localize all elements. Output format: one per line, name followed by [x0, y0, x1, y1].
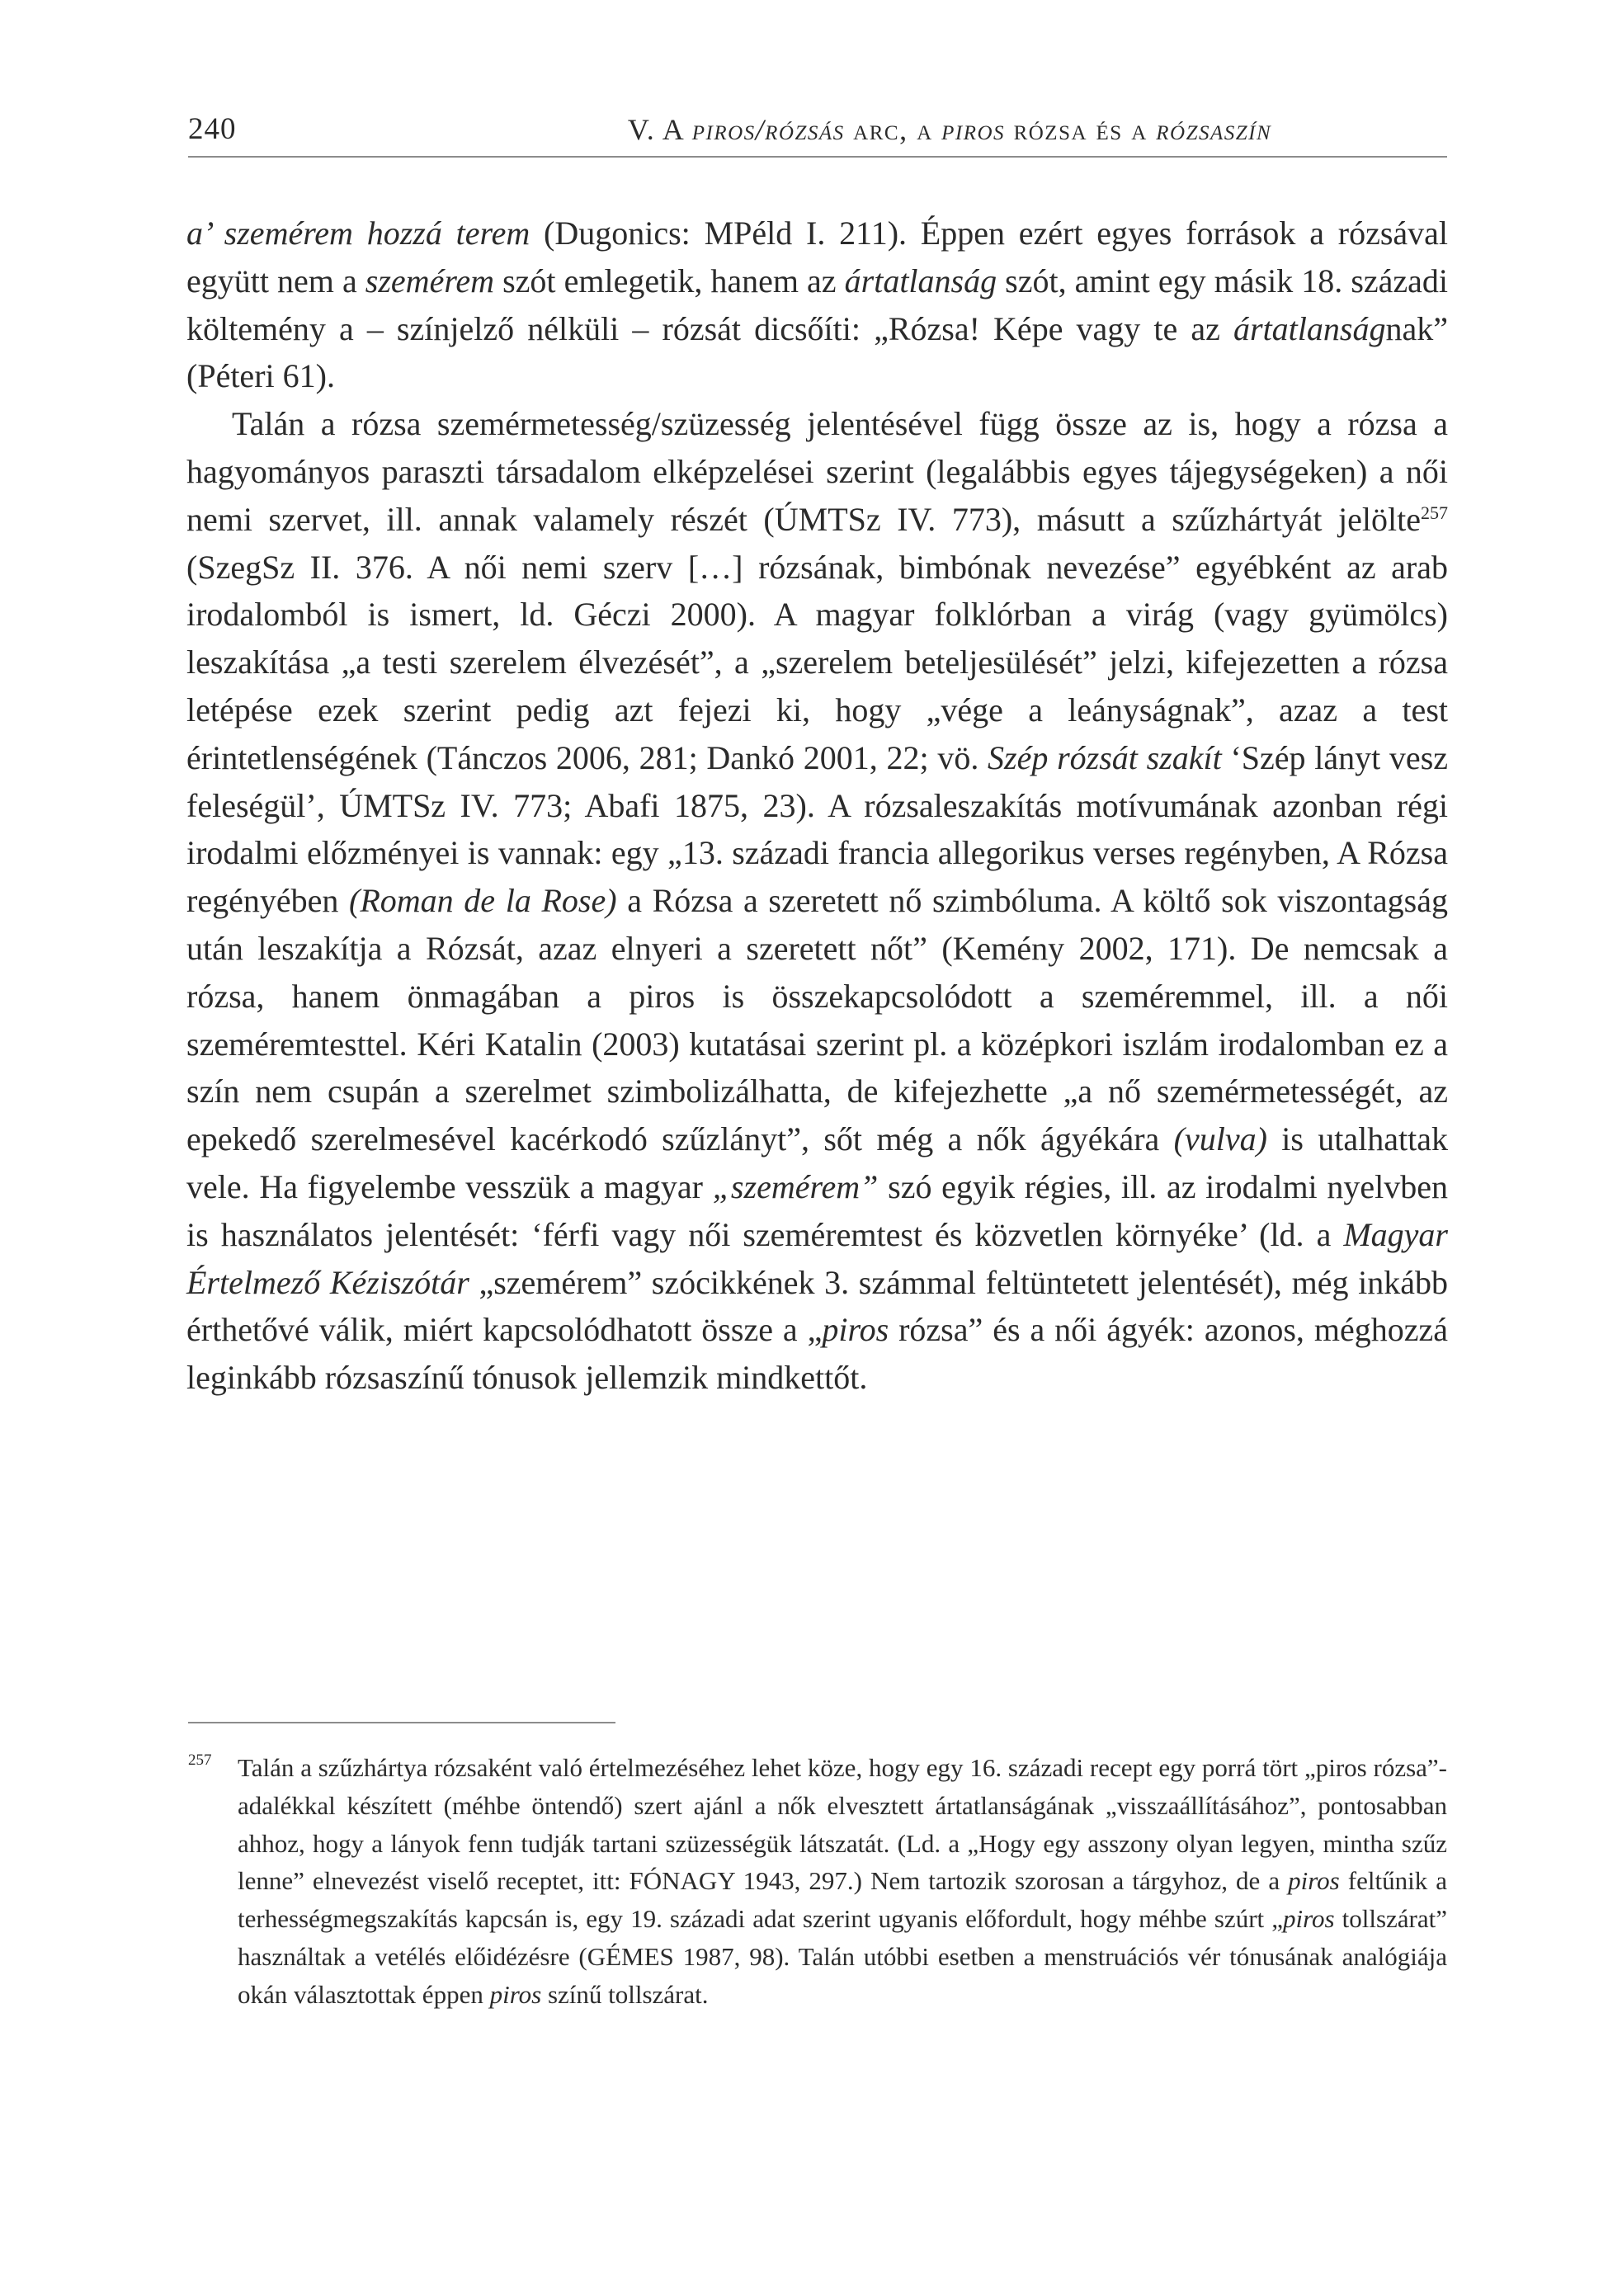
italic-phrase: ártatlanság [844, 262, 997, 299]
text-run: nak” (Péteri 61). [186, 309, 1448, 395]
italic-phrase: piros [1288, 1866, 1340, 1896]
text-run: szó egyik régies, ill. az irodalmi nyelvben is használatos jelentését: ‘férfi vagy női szeméremtest és közvetlen környéke’ (ld. a [186, 1167, 1448, 1253]
running-title-rozsa: rózsa és a [1005, 113, 1157, 146]
running-title-prefix: V. A [627, 113, 692, 146]
text-run: rózsa” és a női ágyék: azonos, méghozzá leginkább rózsaszínű tónusok jellemzik mindkettőt. [186, 1311, 1448, 1397]
text-run: szót, amint egy másik 18. századi költemény a – színjelző nélküli – rózsát dicsőíti: „Rózsa! Képe vagy te az [186, 262, 1449, 347]
text-run: Talán a rózsa szemérmetesség/szüzesség jelentésével függ össze az is, hogy a rózsa a hagyományos paraszti társadalom elképzelései szerint (legalábbis egyes tájegységeken) a női nemi szervet, ill. annak valamely részét (ÚMTSz IV. 773), másutt a szűzhártyát jelölte [186, 405, 1448, 538]
text-run: Talán a szűzhártya rózsaként való értelmezéséhez lehet köze, hogy egy 16. századi recept egy porrá tört „piros rózsa”-adalékkal készített (méhbe öntendő) szert ajánl a nők elvesztett ártatlanságának „visszaállításához”, pontosabban ahhoz, hogy a lányok fenn tudják tartani szüzességük látszatát. (Ld. a „Hogy egy asszony olyan legyen, mintha szűz lenne” elnevezést viselő receptet, itt: FÓNAGY 1943, 297.) Nem tartozik szorosan a tárgyhoz, de a [238, 1753, 1447, 1896]
footnote-257 [188, 1749, 1447, 2014]
text-run: (SzegSz II. 376. A női nemi szerv […] rózsának, bimbónak nevezése” egyébként az arab irodalomból is ismert, ld. Géczi 2000). A magyar folklórban a virág (vagy gyümölcs) leszakítása „a testi szerelem élvezését”, a „szerelem beteljesülését” jelzi, kifejezetten a rózsa letépése ezek szerint pedig azt fejezi ki, hogy „vége a leányságnak”, azaz a test érintetlenségének (Tánczos 2006, 281; Dankó 2001, 22; vö. [186, 548, 1448, 776]
running-title-piros-rozsas: piros/rózsás [691, 113, 845, 146]
italic-phrase: szemérem [365, 262, 495, 299]
italic-phrase: Magyar Értelmező Kéziszótár [186, 1215, 1448, 1301]
footnote-rule [188, 1722, 615, 1723]
italic-phrase: „szemérem” [712, 1167, 879, 1205]
italic-phrase: ártatlanság [1233, 309, 1386, 347]
italic-phrase: Szép rózsát szakít [988, 738, 1222, 776]
italic-phrase: piros [1282, 1904, 1335, 1934]
body-text [186, 210, 1448, 1402]
text-run: is utalhattak vele. Ha figyelembe vesszük a magyar [186, 1120, 1448, 1205]
italic-phrase: (Roman de la Rose) [349, 882, 617, 920]
text-run: a Rózsa a szeretett nő szimbóluma. A költő sok viszontagság után leszakítja a Rózsát, azaz elnyeri a szeretett nőt” (Kemény 2002, 171). De nemcsak a rózsa, hanem önmagában a piros is összekapcsolódott a szeméremmel, ill. a női szeméremtesttel. Kéri Katalin (2003) kutatásai szerint pl. a középkori iszlám irodalomban ez a szín nem csupán a szerelmet szimbolizálhatta, de kifejezhette „a nő szemérmetességét, az epekedő szerelmesével kacérkodó szűzlányt”, sőt még a nők ágyékára [186, 882, 1448, 1158]
running-title-piros: piros [941, 113, 1006, 146]
italic-phrase: (vulva) [1173, 1120, 1267, 1158]
italic-phrase: piros [822, 1311, 889, 1349]
text-run: tollszárat” használtak a vetélés előidézésre (GÉMES 1987, 98). Talán utóbbi esetben a menstruációs vér tónusának analógiája okán választottak éppen [238, 1904, 1447, 2009]
running-header [188, 109, 1447, 150]
running-title-arc: arc, a [844, 113, 942, 146]
text-run: szót emlegetik, hanem az [494, 262, 845, 299]
running-title [452, 109, 1447, 150]
text-run: színű tollszárat. [541, 1979, 709, 2009]
text-run: feltűnik a terhességmegszakítás kapcsán is, egy 19. századi adat szerint ugyanis előfordult, hogy méhbe szúrt „ [238, 1866, 1447, 1934]
footnote-text [238, 1749, 1447, 2014]
page-number: 240 [188, 112, 237, 146]
italic-phrase: piros [489, 1979, 542, 2009]
paragraph-1 [186, 210, 1448, 400]
footnote-reference[interactable]: 257 [1421, 502, 1448, 523]
text-run: ‘Szép lányt vesz feleségül’, ÚMTSz IV. 773; Abafi 1875, 23). A rózsaleszakítás motívumának azonban régi irodalmi előzményei is vannak: egy „13. századi francia allegorikus verses regényben, A Rózsa regényében [186, 738, 1449, 920]
italic-phrase: a’ szemérem hozzá terem [186, 215, 530, 252]
running-title-rozsaszin: rózsaszín [1156, 113, 1272, 146]
text-run: „szemérem” szócikkének 3. számmal feltüntetett jelentését), még inkább érthetővé válik, miért kapcsolódhatott össze a „ [186, 1263, 1448, 1349]
paragraph-2 [186, 400, 1448, 1402]
text-run: (Dugonics: MPéld I. 211). Éppen ezért egyes források a rózsával együtt nem a [186, 215, 1449, 299]
header-rule [188, 156, 1447, 158]
footnote-number: 257 [188, 1751, 212, 1769]
